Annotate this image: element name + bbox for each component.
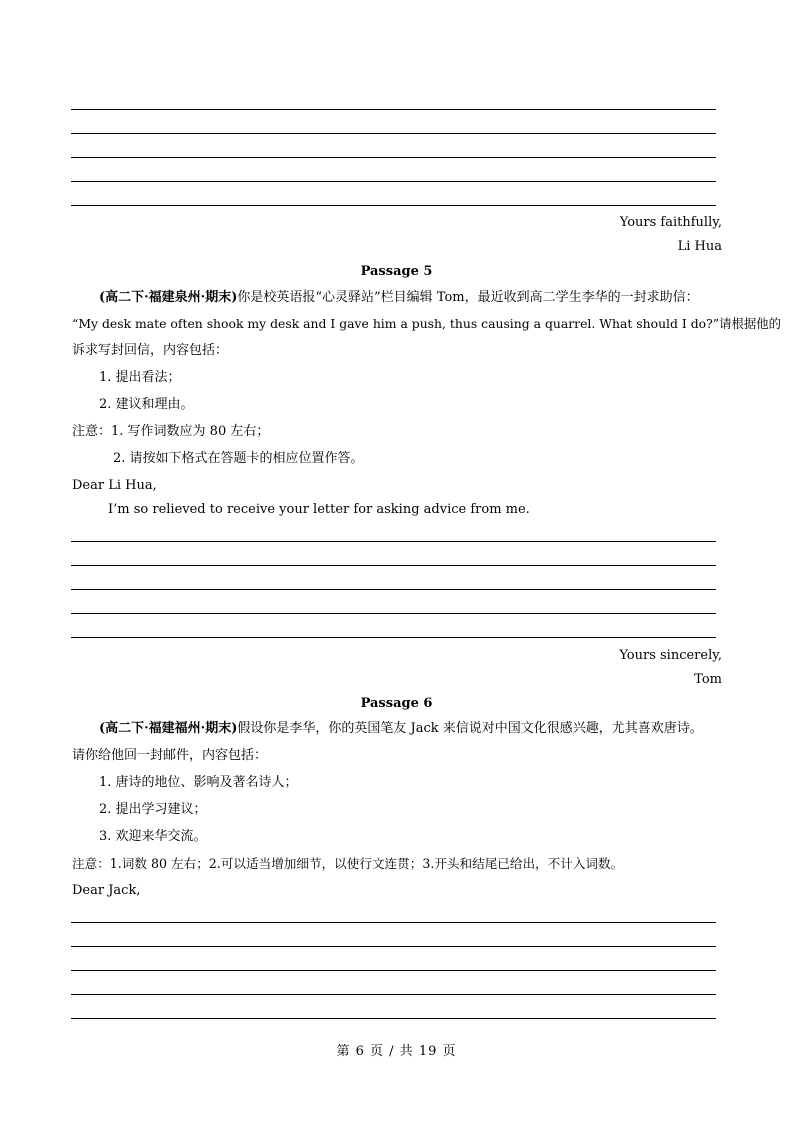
- passage-prompt-line: [99, 721, 703, 737]
- answer-line: [71, 109, 716, 110]
- letter-salutation: Dear Li Hua,: [72, 478, 157, 493]
- note-item: 2. 请按如下格式在答题卡的相应位置作答。: [113, 451, 364, 466]
- content-point: 3. 欢迎来华交流。: [99, 829, 207, 844]
- answer-line: [71, 1018, 716, 1019]
- letter-closing: Yours sincerely,: [619, 648, 722, 663]
- passage-source: (高二下·福建福州·期末): [99, 721, 238, 736]
- answer-line: [71, 589, 716, 590]
- passage-prompt-line: “My desk mate often shook my desk and I gave him a push, thus causing a quarrel. What should I do?”请根据他的: [72, 316, 782, 331]
- prompt-text: 假设你是李华，你的英国笔友 Jack 来信说对中国文化很感兴趣，尤其喜欢唐诗。: [237, 721, 703, 736]
- answer-line: [71, 565, 716, 566]
- passage-title: Passage 6: [360, 696, 433, 711]
- answer-line: [71, 922, 716, 923]
- page-number: 第 6 页 / 共 19 页: [336, 1044, 457, 1059]
- answer-line: [71, 181, 716, 182]
- letter-salutation: Dear Jack,: [72, 883, 141, 898]
- letter-opening: I’m so relieved to receive your letter for asking advice from me.: [108, 502, 530, 517]
- answer-line: [71, 946, 716, 947]
- letter-signature: Li Hua: [677, 239, 722, 254]
- answer-line: [71, 541, 716, 542]
- answer-line: [71, 637, 716, 638]
- letter-signature: Tom: [694, 672, 722, 687]
- passage-source: (高二下·福建泉州·期末): [99, 290, 238, 305]
- content-point: 2. 提出学习建议；: [99, 802, 207, 817]
- passage-prompt-line: [99, 290, 699, 306]
- content-point: 2. 建议和理由。: [99, 397, 194, 412]
- passage-title: Passage 5: [360, 264, 433, 279]
- answer-line: [71, 994, 716, 995]
- answer-line: [71, 157, 716, 158]
- prompt-text: 你是校英语报“心灵驿站”栏目编辑 Tom，最近收到高二学生李华的一封求助信：: [237, 290, 699, 305]
- note-label: 注意：: [72, 424, 112, 439]
- content-point: 1. 提出看法；: [99, 370, 181, 385]
- answer-line: [71, 613, 716, 614]
- passage-prompt-line: 请你给他回一封邮件，内容包括：: [72, 748, 268, 763]
- note-line: [72, 424, 269, 440]
- answer-line: [71, 205, 716, 206]
- answer-line: [71, 133, 716, 134]
- letter-closing: Yours faithfully,: [619, 215, 722, 230]
- answer-line: [71, 970, 716, 971]
- content-point: 1. 唐诗的地位、影响及著名诗人；: [99, 775, 298, 790]
- note-item: 1. 写作词数应为 80 左右；: [111, 424, 270, 439]
- passage-prompt-line: 诉求写封回信，内容包括：: [72, 343, 229, 358]
- note-line: 注意：1.词数 80 左右；2.可以适当增加细节，以使行文连贯；3.开头和结尾已给出，不计入词数。: [72, 856, 624, 871]
